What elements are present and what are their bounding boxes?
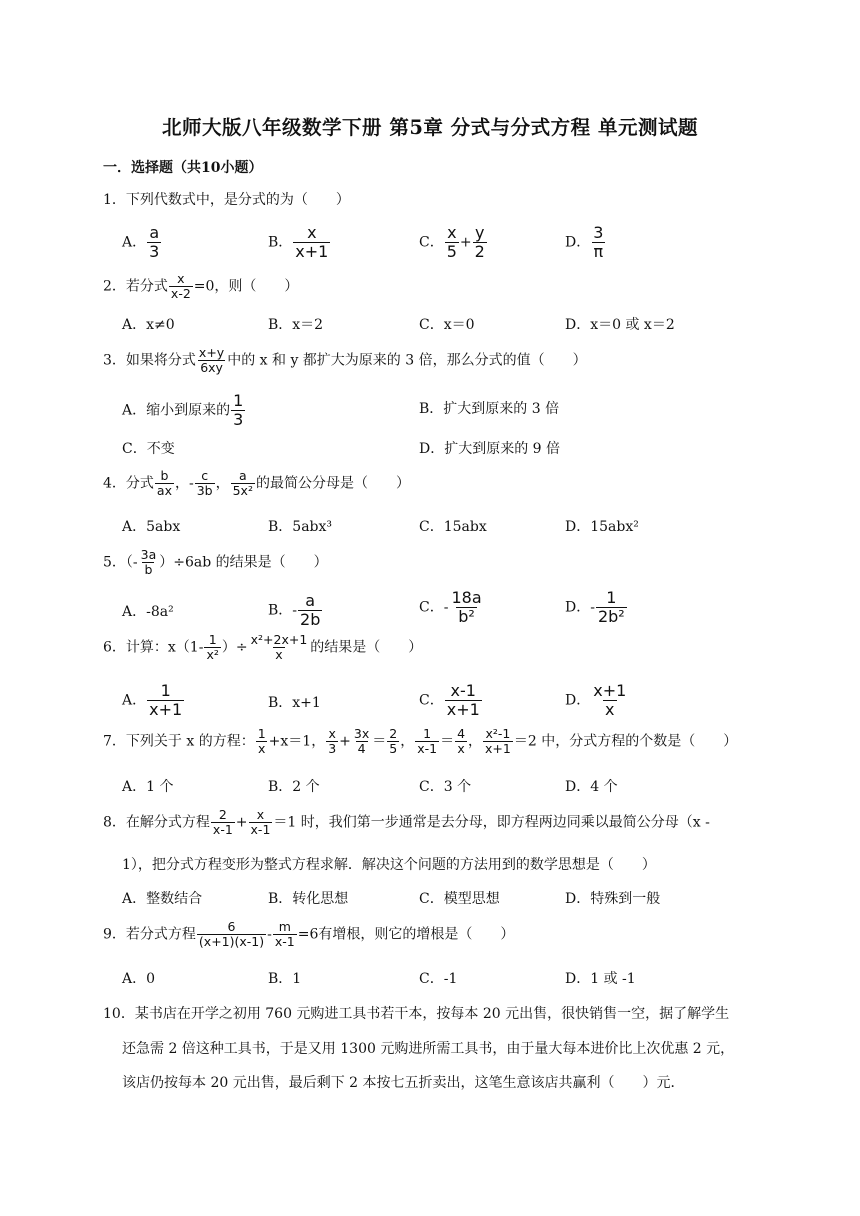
question-6-stem: 6．计算：x（1- $\frac{1}{\text{x²}}$ ）÷ $\frac{\text{x²+2x+1}}{x}$ 的结果是（ ） — [103, 632, 423, 662]
question-5-stem: 5．（- $\frac{3a}{b}$ ）÷6ab 的结果是（ ） — [103, 547, 328, 577]
question-7-stem: 7．下列关于 x 的方程： $\frac{1}{x}$ +x＝1， $\frac{x}{3}$ + $\frac{3x}{4}$ ＝ $\frac{2}{5}$ ， $\frac{1}{x-1}$ ＝ $\frac{4}{x}$ ， $\frac{\text{x²-1}}{x+1}$ ＝2 中，分式方程的个数是（ ） — [103, 726, 738, 756]
question-10-line1: 10．某书店在开学之初用 760 元购进工具书若干本，按每本 20 元出售，很快销售一空，据了解学生 — [103, 1006, 730, 1022]
q2-option-a: A．x≠0 — [122, 317, 175, 333]
q3-option-d: D．扩大到原来的 9 倍 — [419, 441, 561, 457]
q3-option-a: A．缩小到原来的 $\frac{1}{3}$ — [122, 391, 244, 429]
q4-option-b: B．5abx³ — [268, 519, 333, 535]
q2-option-d: D．x＝0 或 x＝2 — [565, 317, 675, 333]
q6-option-a: A． $\frac{1}{x+1}$ — [122, 681, 183, 719]
question-10-line2: 还急需 2 倍这种工具书，于是又用 1300 元购进所需工具书，由于量大每本进价比上次优惠 2 元， — [122, 1041, 735, 1057]
question-10-line3: 该店仍按每本 20 元出售，最后剩下 2 本按七五折卖出，这笔生意该店共赢利（ ）元． — [122, 1075, 685, 1091]
q1-option-c: C． $\frac{x}{5}$ + $\frac{y}{2}$ — [419, 223, 485, 261]
question-9-stem: 9．若分式方程 $\frac{6}{(x+1)(x-1)}$ - $\frac{m}{x-1}$ =6有增根，则它的增根是（ ） — [103, 919, 515, 949]
q6-option-d: D． $\frac{x+1}{x}$ — [565, 681, 627, 719]
q3-option-b: B．扩大到原来的 3 倍 — [419, 401, 560, 417]
q5-option-b: B．- $\frac{a}{2b}$ — [268, 591, 321, 629]
q7-option-d: D．4 个 — [565, 779, 618, 795]
question-3-stem: 3．如果将分式 $\frac{x+y}{6xy}$ 中的 x 和 y 都扩大为原来的 3 倍，那么分式的值（ ） — [103, 345, 587, 375]
section-heading: 一．选择题（共10小题） — [103, 160, 263, 176]
question-1-stem: 1．下列代数式中，是分式的为（ ） — [103, 192, 350, 208]
q8-option-d: D．特殊到一般 — [565, 891, 661, 907]
q4-option-a: A．5abx — [122, 519, 181, 535]
q8-option-c: C．模型思想 — [419, 891, 500, 907]
question-8-stem: 8．在解分式方程 $\frac{2}{x-1}$ + $\frac{x}{x-1}$ ＝1 时，我们第一步通常是去分母，即方程两边同乘以最简公分母（x - — [103, 807, 710, 837]
question-4-stem: 4．分式 $\frac{b}{ax}$ ，- $\frac{c}{3b}$ ， $\frac{a}{\text{5x²}}$ 的最简公分母是（ ） — [103, 468, 410, 498]
question-2-stem: 2．若分式 $\frac{x}{x-2}$ =0，则（ ） — [103, 271, 299, 301]
q5-option-d: D．- $\frac{1}{\text{2b²}}$ — [565, 588, 625, 626]
q7-option-a: A．1 个 — [122, 779, 174, 795]
page-title: 北师大版八年级数学下册 第5章 分式与分式方程 单元测试题 — [162, 116, 698, 139]
question-8-line2: 1），把分式方程变形为整式方程求解．解决这个问题的方法用到的数学思想是（ ） — [122, 857, 656, 873]
q2-option-b: B．x＝2 — [268, 317, 324, 333]
q9-option-b: B．1 — [268, 971, 302, 987]
q1-option-a: A． $\frac{a}{3}$ — [122, 223, 160, 261]
q4-option-d: D．15abx² — [565, 519, 639, 535]
q1-option-b: B． $\frac{x}{x+1}$ — [268, 223, 329, 261]
q5-option-c: C．- $\frac{18a}{\text{b²}}$ — [419, 588, 482, 626]
q2-option-c: C．x＝0 — [419, 317, 475, 333]
q7-option-c: C．3 个 — [419, 779, 472, 795]
q9-option-d: D．1 或 -1 — [565, 971, 636, 987]
q5-option-a: A．-8a² — [122, 604, 174, 620]
q7-option-b: B．2 个 — [268, 779, 320, 795]
q6-option-b: B．x+1 — [268, 695, 321, 711]
q8-option-b: B．转化思想 — [268, 891, 349, 907]
q9-option-c: C．-1 — [419, 971, 458, 987]
q4-option-c: C．15abx — [419, 519, 487, 535]
q1-option-d: D． $\frac{3}{\pi}$ — [565, 223, 604, 261]
q8-option-a: A．整数结合 — [122, 891, 203, 907]
q9-option-a: A．0 — [122, 971, 156, 987]
q6-option-c: C． $\frac{x-1}{x+1}$ — [419, 681, 480, 719]
q3-option-c: C．不变 — [122, 441, 175, 457]
